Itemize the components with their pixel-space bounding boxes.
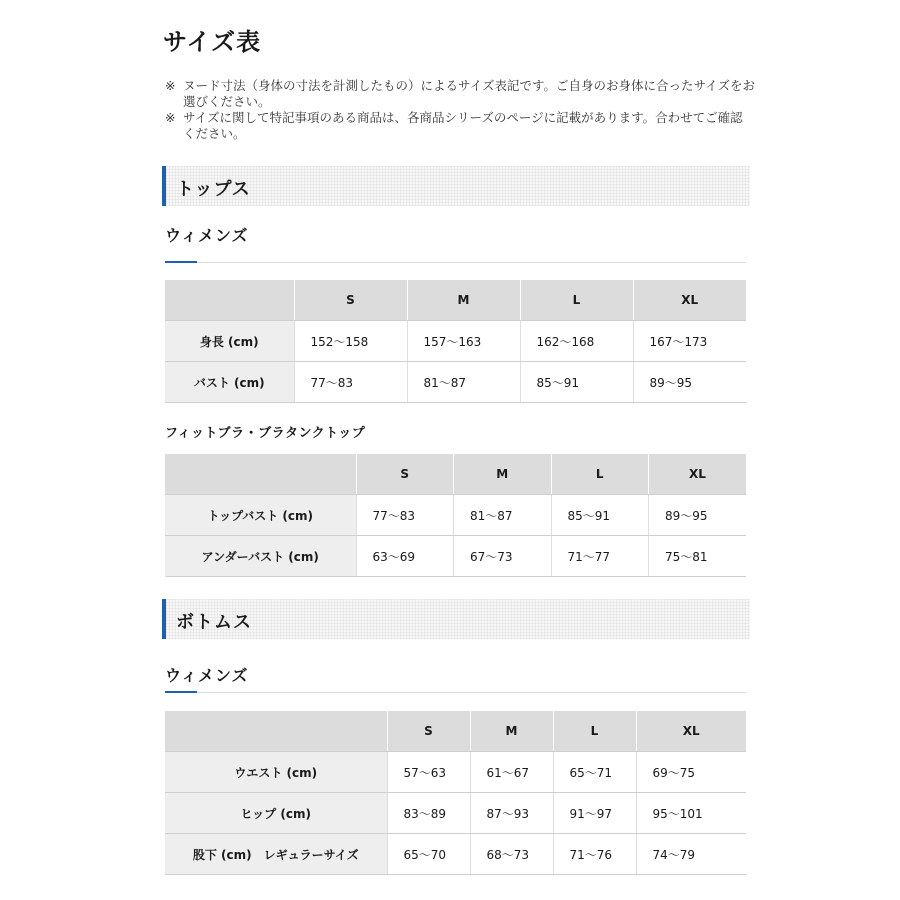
size-header-s: S bbox=[356, 454, 454, 495]
note-text: サイズに関して特記事項のある商品は、各商品シリーズのページに記載があります。合わせてご確認ください。 bbox=[183, 110, 743, 141]
table-cell: 75～81 bbox=[649, 536, 747, 577]
note-1 bbox=[165, 78, 755, 110]
table-cell: 152～158 bbox=[294, 321, 407, 362]
table-cell: 81～87 bbox=[454, 495, 552, 536]
table-cell: 71～76 bbox=[553, 834, 636, 875]
table-cell: 85～91 bbox=[520, 362, 633, 403]
section-title-bottoms: ボトムス bbox=[176, 612, 252, 633]
size-header-l: L bbox=[551, 454, 649, 495]
divider bbox=[165, 262, 746, 263]
table-cell: 85～91 bbox=[551, 495, 649, 536]
heading-accent-line bbox=[165, 691, 197, 693]
corner-cell bbox=[165, 711, 387, 752]
table-row bbox=[165, 495, 746, 536]
size-header-m: M bbox=[470, 711, 553, 752]
table-cell: 83～89 bbox=[387, 793, 470, 834]
table-header-row bbox=[165, 454, 746, 495]
size-header-l: L bbox=[520, 280, 633, 321]
table-cell: 61～67 bbox=[470, 752, 553, 793]
row-label: トップバスト (cm) bbox=[165, 495, 356, 536]
size-header-m: M bbox=[454, 454, 552, 495]
note-mark: ※ bbox=[165, 78, 176, 93]
section-header-tops bbox=[162, 166, 750, 206]
section-title-tops: トップス bbox=[176, 179, 251, 200]
table-header-row bbox=[165, 711, 746, 752]
row-label: ヒップ (cm) bbox=[165, 793, 387, 834]
table-cell: 81～87 bbox=[407, 362, 520, 403]
table-row bbox=[165, 362, 746, 403]
size-header-l: L bbox=[553, 711, 636, 752]
corner-cell bbox=[165, 454, 356, 495]
table-cell: 87～93 bbox=[470, 793, 553, 834]
table-cell: 167～173 bbox=[633, 321, 746, 362]
heading-accent-line bbox=[165, 261, 197, 263]
row-label: バスト (cm) bbox=[165, 362, 294, 403]
page-title: サイズ表 bbox=[163, 28, 262, 56]
table-cell: 63～69 bbox=[356, 536, 454, 577]
table-row bbox=[165, 752, 746, 793]
table-cell: 71～77 bbox=[551, 536, 649, 577]
size-header-xl: XL bbox=[633, 280, 746, 321]
table-cell: 77～83 bbox=[294, 362, 407, 403]
size-header-xl: XL bbox=[636, 711, 746, 752]
divider bbox=[165, 692, 746, 693]
row-label: 股下 (cm) レギュラーサイズ bbox=[165, 834, 387, 875]
table-cell: 89～95 bbox=[649, 495, 747, 536]
corner-cell bbox=[165, 280, 294, 321]
size-header-s: S bbox=[387, 711, 470, 752]
note-2 bbox=[165, 110, 755, 142]
table-cell: 65～70 bbox=[387, 834, 470, 875]
row-label: 身長 (cm) bbox=[165, 321, 294, 362]
table-row bbox=[165, 793, 746, 834]
size-header-m: M bbox=[407, 280, 520, 321]
table-cell: 162～168 bbox=[520, 321, 633, 362]
note-text: ヌード寸法（身体の寸法を計測したもの）によるサイズ表記です。ご自身のお身体に合ったサイズをお選びください。 bbox=[183, 78, 756, 109]
table-cell: 57～63 bbox=[387, 752, 470, 793]
table-cell: 67～73 bbox=[454, 536, 552, 577]
table-cell: 77～83 bbox=[356, 495, 454, 536]
row-label: アンダーバスト (cm) bbox=[165, 536, 356, 577]
table-row bbox=[165, 321, 746, 362]
bottoms-womens-size-table bbox=[165, 711, 746, 875]
note-mark: ※ bbox=[165, 110, 176, 125]
table-row bbox=[165, 834, 746, 875]
table-row bbox=[165, 536, 746, 577]
table-cell: 65～71 bbox=[553, 752, 636, 793]
table-cell: 74～79 bbox=[636, 834, 746, 875]
table-cell: 69～75 bbox=[636, 752, 746, 793]
size-header-xl: XL bbox=[649, 454, 747, 495]
tops-womens-size-table bbox=[165, 280, 746, 403]
notes bbox=[165, 78, 755, 142]
bra-caption: フィットブラ・ブラタンクトップ bbox=[165, 426, 366, 441]
table-cell: 91～97 bbox=[553, 793, 636, 834]
table-header-row bbox=[165, 280, 746, 321]
tops-bra-size-table bbox=[165, 454, 746, 577]
table-cell: 68～73 bbox=[470, 834, 553, 875]
size-header-s: S bbox=[294, 280, 407, 321]
bottoms-womens-heading: ウィメンズ bbox=[165, 666, 249, 685]
row-label: ウエスト (cm) bbox=[165, 752, 387, 793]
table-cell: 157～163 bbox=[407, 321, 520, 362]
section-header-bottoms bbox=[162, 599, 750, 639]
table-cell: 95～101 bbox=[636, 793, 746, 834]
table-cell: 89～95 bbox=[633, 362, 746, 403]
tops-womens-heading: ウィメンズ bbox=[165, 226, 249, 245]
